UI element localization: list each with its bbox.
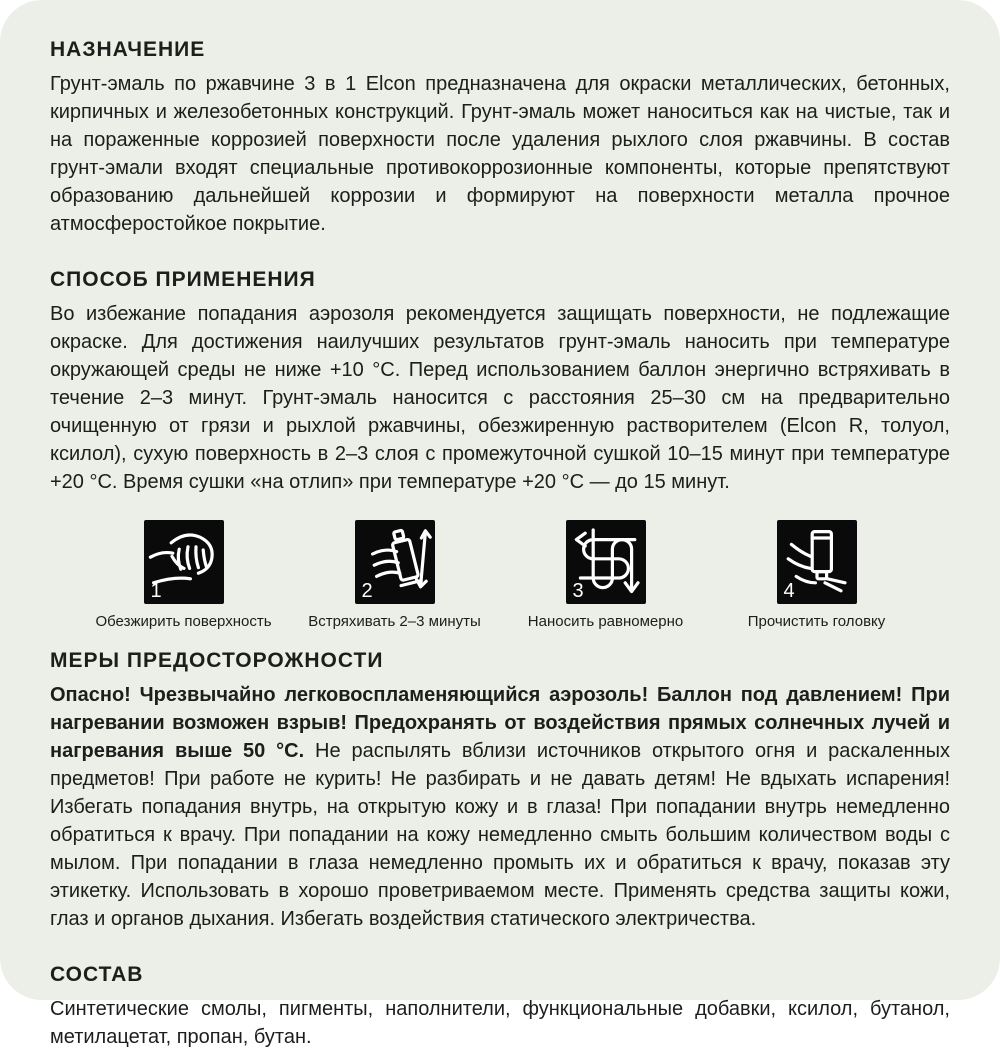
usage-steps-row	[50, 518, 950, 631]
step-clean-nozzle	[711, 520, 922, 631]
step-tile-4	[777, 520, 857, 604]
section-composition	[50, 963, 950, 1051]
precautions-text	[50, 681, 950, 933]
section-purpose	[50, 38, 950, 238]
step-degrease	[78, 520, 289, 631]
step-caption: Обезжирить поверхность	[95, 613, 272, 630]
precautions-heading: МЕРЫ ПРЕДОСТОРОЖНОСТИ	[50, 649, 384, 672]
step-caption: Прочистить головку	[747, 613, 886, 630]
purpose-text: Грунт-эмаль по ржавчине 3 в 1 Elcon предназначена для окраски металлических, бетонных, кирпичных и железобетонных конструкций. Грунт-эмаль может наноситься как на чистые, так и на пораженные коррозией поверхности после удаления рыхлого слоя ржавчины. В состав грунт-эмали входят специальные противокоррозионные компоненты, которые препятствуют образованию дальнейшей коррозии и формируют на поверхности металла прочное атмосферостойкое покрытие.	[50, 73, 950, 235]
step-tile-3	[566, 520, 646, 604]
step-caption: Наносить равномерно	[527, 613, 684, 630]
step-number: 3	[572, 580, 584, 602]
step-tile-1	[144, 520, 224, 604]
step-caption: Встряхивать 2–3 минуты	[308, 613, 481, 630]
usage-text: Во избежание попадания аэрозоля рекомендуется защищать поверхности, не подлежащие окраске. Для достижения наилучших результатов грунт-эмаль наносить при температуре окружающей среды не ниже +10 °C. Перед использованием баллон энергично встряхивать в течение 2–3 минут. Грунт-эмаль наносится с расстояния 25–30 см на предварительно очищенную от грязи и рыхлой ржавчины, обезжиренную растворителем (Elcon R, толуол, ксилол), сухую поверхность в 2–3 слоя с промежуточной сушкой 10–15 минут при температуре +20 °C. Время сушки «на отлип» при температуре +20 °C — до 15 минут.	[50, 303, 950, 493]
step-apply-evenly	[500, 520, 711, 631]
step-shake	[289, 520, 500, 631]
step-tile-2	[355, 520, 435, 604]
step-number: 1	[150, 580, 162, 602]
section-precautions	[50, 649, 950, 933]
step-number: 4	[783, 580, 795, 602]
usage-heading: СПОСОБ ПРИМЕНЕНИЯ	[50, 268, 316, 291]
composition-heading: СОСТАВ	[50, 963, 144, 986]
composition-text: Синтетические смолы, пигменты, наполнители, функциональные добавки, ксилол, бутанол, метилацетат, пропан, бутан.	[50, 998, 950, 1048]
precautions-warning-rest: Не распылять вблизи источников открытого огня и раскаленных предметов! При работе не курить! Не разбирать и не давать детям! Не вдыхать испарения! Избегать попадания внутрь, на открытую кожу и в глаза! При попадании внутрь немедленно обратиться к врачу. При попадании на кожу немедленно смыть большим количеством воды с мылом. При попадании в глаза немедленно промыть их и обратиться к врачу, показав эту этикетку. Использовать в хорошо проветриваемом месте. Применять средства защиты кожи, глаз и органов дыхания. Избегать воздействия статического электричества.	[50, 740, 951, 930]
step-number: 2	[361, 580, 373, 602]
section-usage	[50, 268, 950, 496]
purpose-heading: НАЗНАЧЕНИЕ	[50, 38, 206, 61]
precautions-warning-bold: Опасно! Чрезвычайно легковоспламеняющийся аэрозоль! Баллон под давлением! При нагревании возможен взрыв! Предохранять от воздействия прямых солнечных лучей и нагревания выше 50 °C.	[50, 684, 950, 762]
